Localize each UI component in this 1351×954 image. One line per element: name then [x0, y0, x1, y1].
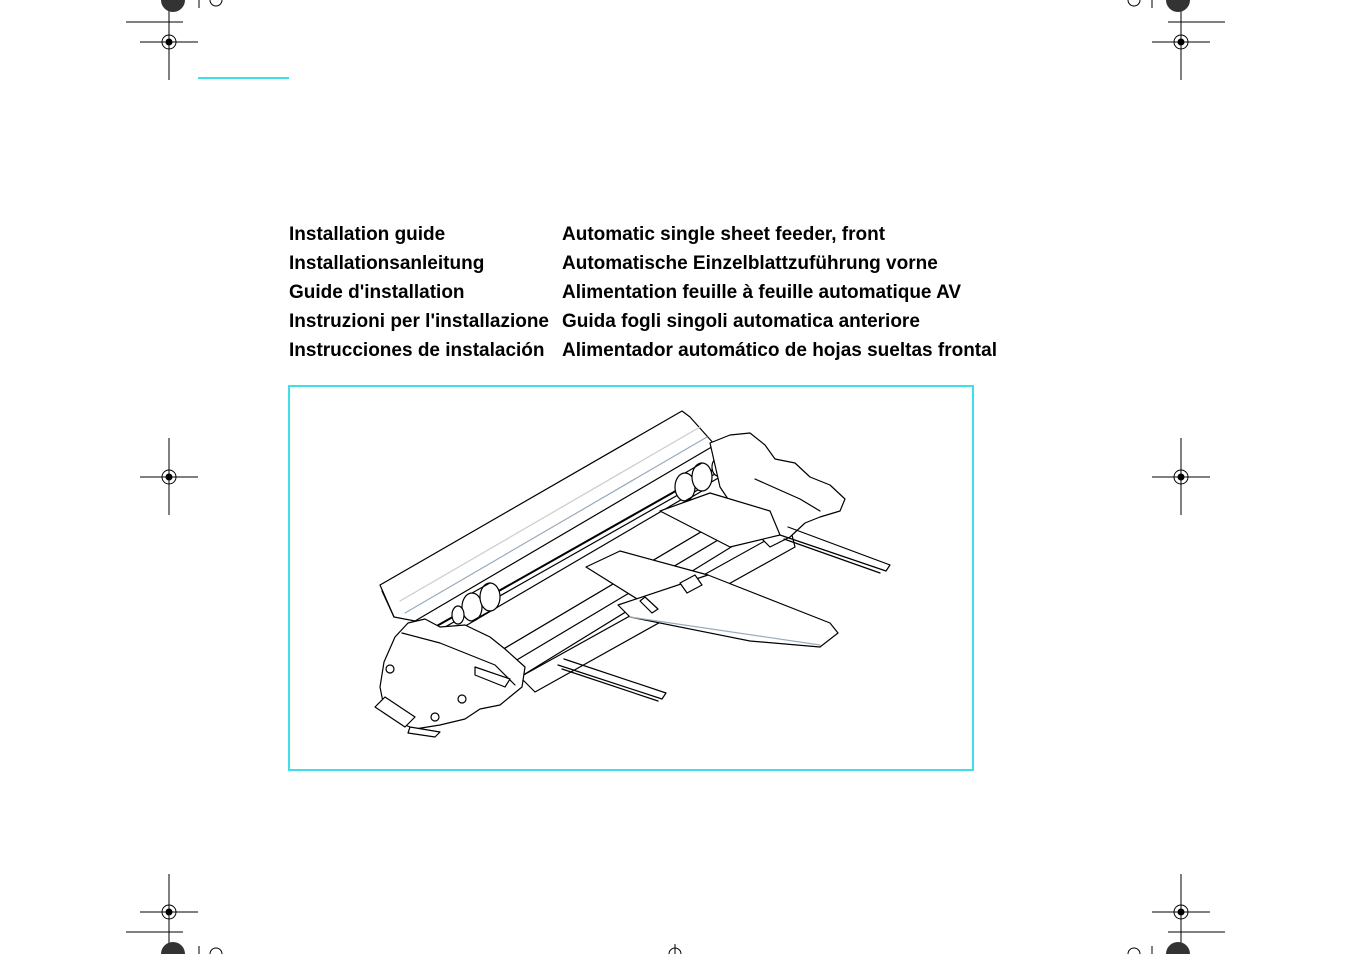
- product-name: Guida fogli singoli automatica anteriore: [562, 310, 920, 332]
- product-name: Automatic single sheet feeder, front: [562, 223, 886, 245]
- doc-type-label: Instruzioni per l'installazione: [289, 310, 549, 332]
- title-row: [289, 336, 997, 365]
- title-table: [289, 220, 997, 365]
- title-row: [289, 249, 997, 278]
- title-row: [289, 278, 997, 307]
- product-name: Alimentation feuille à feuille automatique AV: [562, 281, 962, 303]
- doc-type-label: Instrucciones de instalación: [289, 339, 545, 361]
- doc-type-label: Installationsanleitung: [289, 252, 485, 274]
- sheet-feeder-illustration-icon: [290, 387, 972, 769]
- product-name: Automatische Einzelblattzuführung vorne: [562, 252, 938, 274]
- title-row: [289, 307, 997, 336]
- title-row: [289, 220, 997, 249]
- illustration-frame: [288, 385, 974, 771]
- doc-type-label: Guide d'installation: [289, 281, 465, 303]
- product-name: Alimentador automático de hojas sueltas frontal: [562, 339, 997, 361]
- doc-type-label: Installation guide: [289, 223, 446, 245]
